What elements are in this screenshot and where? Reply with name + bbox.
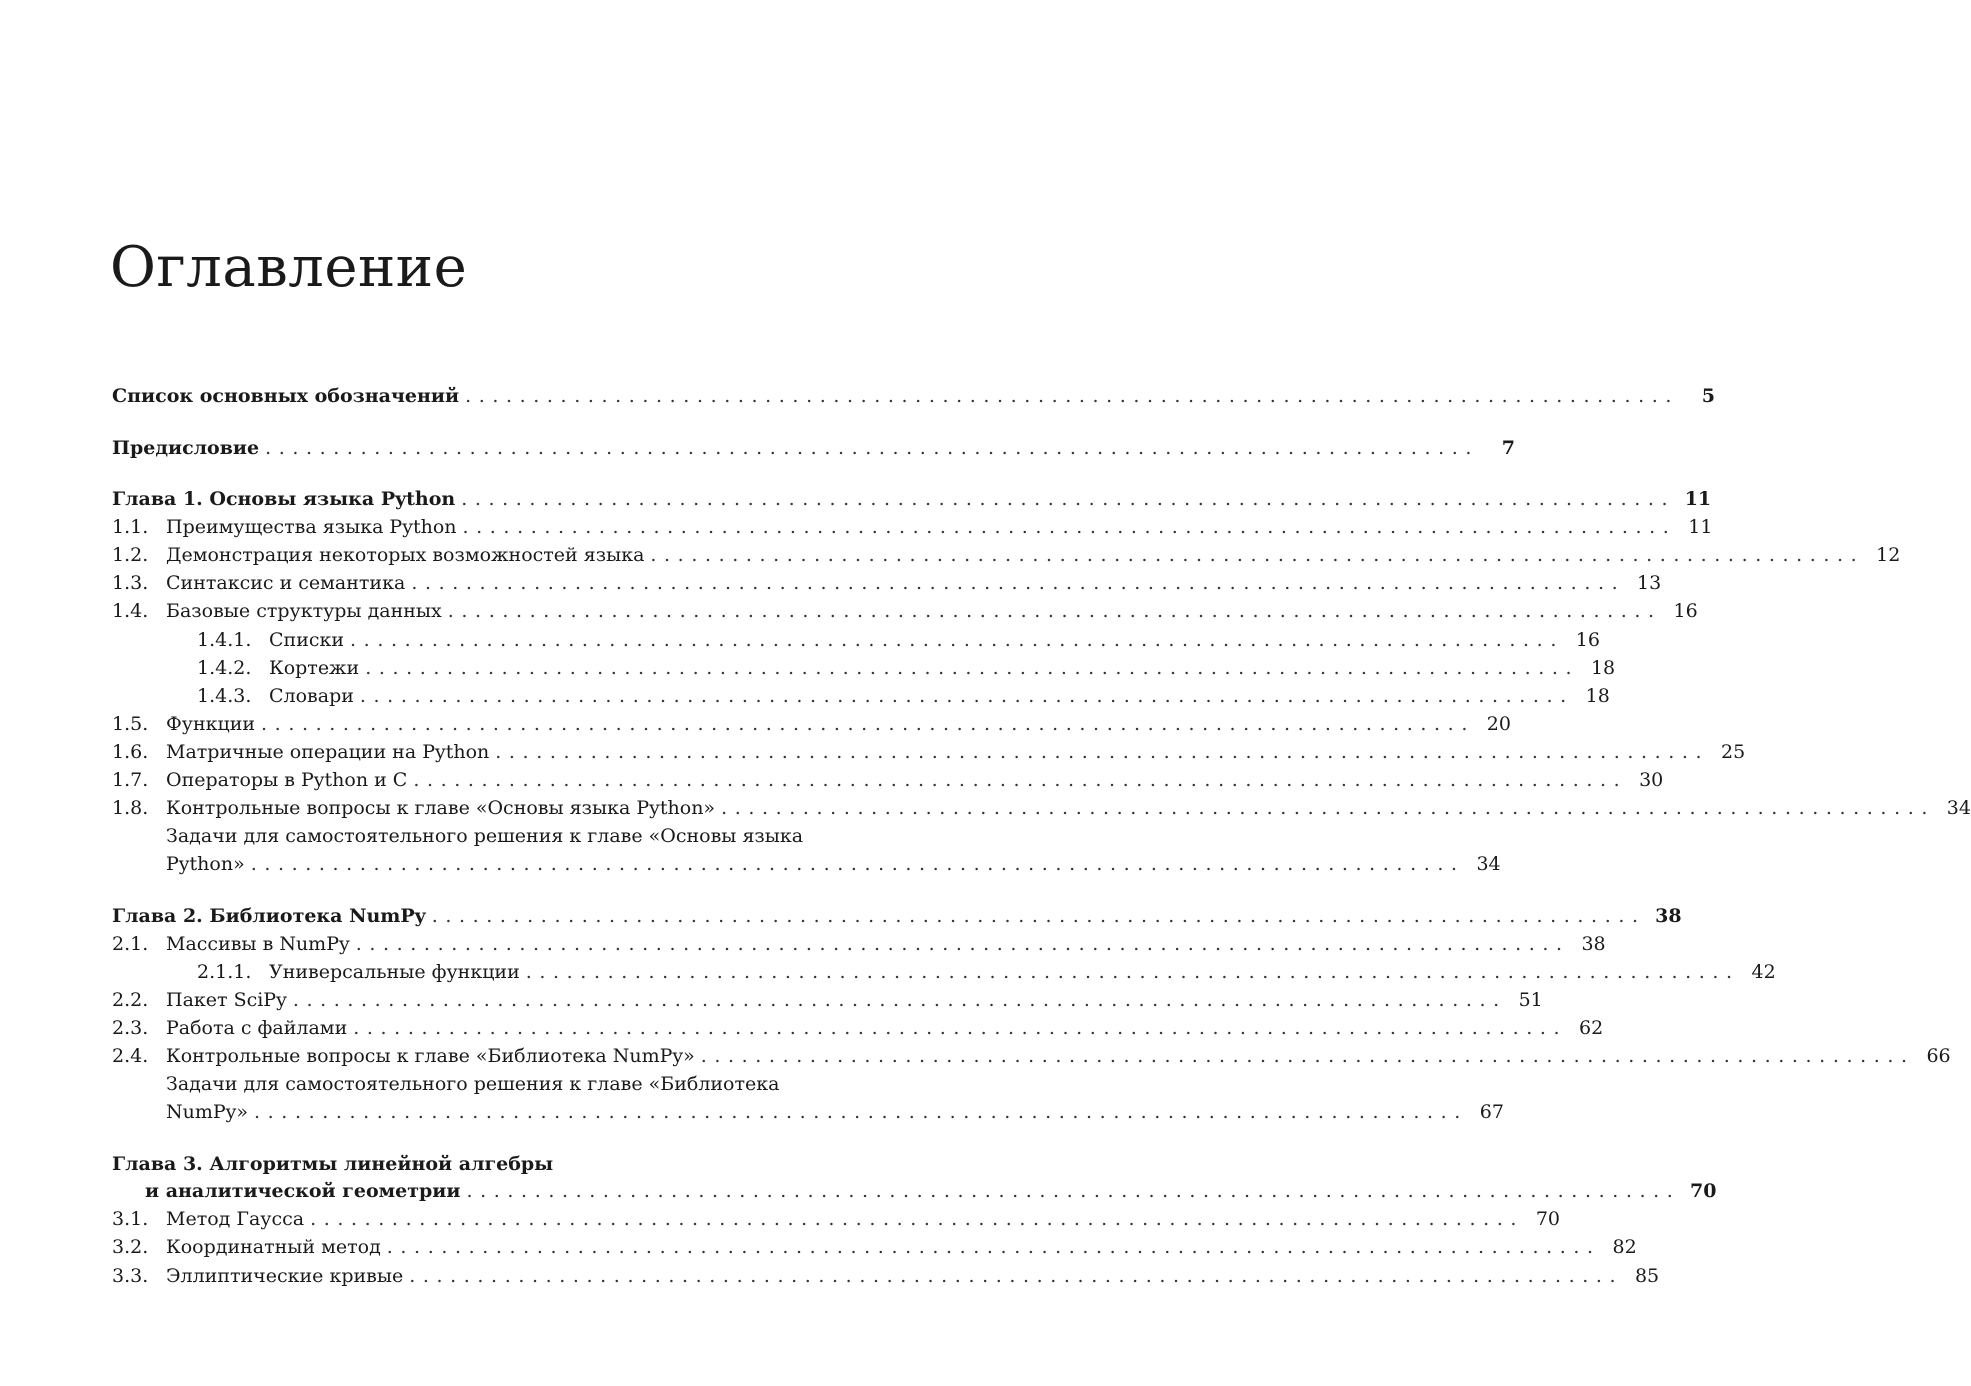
toc-section-2-4[interactable]: [112, 1042, 1951, 1070]
toc-entry-title: Python»: [166, 853, 245, 875]
toc-entry-title: Демонстрация некоторых возможностей языка: [166, 544, 645, 566]
toc-section-number: 1.1.: [112, 516, 149, 538]
toc-section-3-1[interactable]: [112, 1205, 1561, 1233]
dot-leader: .........................................................................................: [386, 1236, 1601, 1258]
toc-entry-title: Контрольные вопросы к главе «Библиотека NumPy»: [166, 1045, 695, 1067]
dot-leader: .........................................................................................: [250, 853, 1465, 875]
dot-leader: .........................................................................................: [465, 385, 1679, 407]
toc-section-3-3[interactable]: [112, 1262, 1660, 1290]
toc-subsection-1-4-3[interactable]: [112, 682, 1610, 710]
toc-section-1-8[interactable]: [112, 794, 1971, 822]
dot-leader: .........................................................................................: [254, 1101, 1468, 1123]
dot-leader: .........................................................................................: [462, 516, 1677, 538]
toc-page-number: 70: [1689, 1180, 1717, 1202]
toc-entry-title: Синтаксис и семантика: [166, 572, 406, 594]
toc-exercises-1-line-1[interactable]: [112, 822, 860, 850]
toc-page-number: 16: [1575, 629, 1600, 651]
toc-section-1-1[interactable]: [112, 513, 1713, 541]
dot-leader: .........................................................................................: [413, 769, 1628, 791]
toc-entry-title: Эллиптические кривые: [166, 1265, 404, 1287]
toc-section-2-3[interactable]: [112, 1014, 1604, 1042]
toc-entry-title: NumPy»: [166, 1101, 249, 1123]
dot-leader: .........................................................................................: [466, 1180, 1681, 1202]
toc-section-2-2[interactable]: [112, 986, 1543, 1014]
dot-leader: .........................................................................................: [359, 685, 1574, 707]
toc-entry-preface[interactable]: [112, 434, 1516, 462]
toc-page-number: 38: [1655, 905, 1682, 927]
toc-section-number: 3.2.: [112, 1236, 149, 1258]
page-title: Оглавление: [110, 235, 468, 300]
dot-leader: .........................................................................................: [650, 544, 1865, 566]
toc-section-3-2[interactable]: [112, 1233, 1637, 1261]
toc-page-number: 7: [1501, 437, 1516, 459]
toc-page-number: 18: [1585, 685, 1610, 707]
toc-entry-title: Преимущества языка Python: [166, 516, 457, 538]
toc-page-number: 34: [1476, 853, 1501, 875]
dot-leader: .........................................................................................: [261, 713, 1475, 735]
toc-entry-title: Словари: [269, 685, 354, 707]
toc-chapter-1[interactable]: [112, 485, 1712, 513]
toc-page-number: 11: [1688, 516, 1713, 538]
toc-entry-title: Кортежи: [269, 657, 360, 679]
dot-leader: .........................................................................................: [721, 797, 1935, 819]
toc-page-number: 20: [1486, 713, 1511, 735]
toc-section-1-5[interactable]: [112, 710, 1511, 738]
toc-section-number: 1.7.: [112, 769, 149, 791]
toc-entry-notation[interactable]: [112, 382, 1715, 410]
toc-entry-title: Контрольные вопросы к главе «Основы языка Python»: [166, 797, 716, 819]
toc-subsection-1-4-1[interactable]: [112, 626, 1600, 654]
toc-entry-title: Списки: [269, 629, 345, 651]
toc-section-1-6[interactable]: [112, 738, 1746, 766]
toc-page-number: 62: [1579, 1017, 1604, 1039]
toc-page-number: 66: [1926, 1045, 1951, 1067]
toc-entry-title: Матричные операции на Python: [166, 741, 490, 763]
toc-section-1-2[interactable]: [112, 541, 1901, 569]
toc-page-number: 30: [1639, 769, 1664, 791]
toc-section-number: 1.2.: [112, 544, 149, 566]
toc-entry-title: Пакет SciPy: [166, 989, 287, 1011]
toc-section-number: 1.4.2.: [197, 657, 252, 679]
toc-entry-title: и аналитической геометрии: [145, 1180, 461, 1202]
toc-page-number: 42: [1751, 961, 1776, 983]
toc-section-number: 2.3.: [112, 1017, 149, 1039]
toc-section-number: 2.1.1.: [197, 961, 252, 983]
toc-section-number: 1.6.: [112, 741, 149, 763]
toc-section-number: 1.8.: [112, 797, 149, 819]
toc-entry-title: Задачи для самостоятельного решения к главе «Библиотека: [166, 1073, 780, 1095]
toc-section-number: 1.5.: [112, 713, 149, 735]
toc-page-number: 16: [1673, 600, 1698, 622]
dot-leader: .........................................................................................: [310, 1208, 1525, 1230]
dot-leader: .........................................................................................: [411, 572, 1626, 594]
toc-entry-title: Глава 3. Алгоритмы линейной алгебры: [112, 1153, 554, 1175]
dot-leader: .........................................................................................: [700, 1045, 1915, 1067]
toc-entry-title: Работа с файлами: [166, 1017, 348, 1039]
toc-section-number: 1.4.1.: [197, 629, 252, 651]
toc-section-number: 1.4.3.: [197, 685, 252, 707]
dot-leader: .........................................................................................: [353, 1017, 1568, 1039]
toc-page-number: 51: [1518, 989, 1543, 1011]
dot-leader: .........................................................................................: [350, 629, 1564, 651]
toc-entry-title: Задачи для самостоятельного решения к главе «Основы языка: [166, 825, 804, 847]
toc-chapter-3-line-1[interactable]: [112, 1150, 860, 1178]
dot-leader: .........................................................................................: [447, 600, 1662, 622]
toc-entry-title: Базовые структуры данных: [166, 600, 442, 622]
dot-leader: .........................................................................................: [409, 1265, 1624, 1287]
toc-entry-title: Список основных обозначений: [112, 385, 460, 407]
toc-section-1-4[interactable]: [112, 597, 1698, 625]
toc-section-number: 2.2.: [112, 989, 149, 1011]
dot-leader: .........................................................................................: [292, 989, 1507, 1011]
toc-chapter-3-line-2[interactable]: [112, 1177, 1717, 1205]
toc-page-number: 38: [1581, 933, 1606, 955]
toc-entry-title: Массивы в NumPy: [166, 933, 350, 955]
toc-subsection-2-1-1[interactable]: [112, 958, 1776, 986]
dot-leader: .........................................................................................: [431, 905, 1646, 927]
toc-page-number: 11: [1684, 488, 1712, 510]
toc-entry-title: Предисловие: [112, 437, 260, 459]
toc-entry-title: Глава 2. Библиотека NumPy: [112, 905, 426, 927]
toc-page-number: 5: [1701, 385, 1715, 407]
toc-page-number: 13: [1637, 572, 1662, 594]
toc-section-number: 1.4.: [112, 600, 149, 622]
dot-leader: .........................................................................................: [265, 437, 1480, 459]
toc-page-number: 67: [1479, 1101, 1504, 1123]
toc-section-number: 2.4.: [112, 1045, 149, 1067]
toc-section-1-7[interactable]: [112, 766, 1664, 794]
toc-entry-title: Глава 1. Основы языка Python: [112, 488, 456, 510]
toc-entry-title: Операторы в Python и C: [166, 769, 408, 791]
toc-entry-title: Метод Гаусса: [166, 1208, 305, 1230]
toc-entry-title: Универсальные функции: [269, 961, 520, 983]
toc-exercises-1-line-2[interactable]: [112, 850, 1501, 878]
dot-leader: .........................................................................................: [355, 933, 1570, 955]
toc-entry-title: Координатный метод: [166, 1236, 381, 1258]
toc-chapter-2[interactable]: [112, 902, 1682, 930]
toc-subsection-1-4-2[interactable]: [112, 654, 1616, 682]
toc-section-1-3[interactable]: [112, 569, 1662, 597]
toc-page-number: 85: [1634, 1265, 1660, 1287]
dot-leader: .........................................................................................: [495, 741, 1710, 763]
toc-page-number: 82: [1612, 1236, 1637, 1258]
toc-section-number: 3.1.: [112, 1208, 149, 1230]
toc-exercises-2-line-2[interactable]: [112, 1098, 1504, 1126]
dot-leader: .........................................................................................: [461, 488, 1676, 510]
toc-section-number: 2.1.: [112, 933, 149, 955]
toc-section-number: 1.3.: [112, 572, 149, 594]
toc-entry-title: Функции: [166, 713, 256, 735]
toc-exercises-2-line-1[interactable]: [112, 1070, 860, 1098]
toc-section-number: 3.3.: [112, 1265, 149, 1287]
toc-page-number: 25: [1721, 741, 1746, 763]
toc-section-2-1[interactable]: [112, 930, 1606, 958]
dot-leader: .........................................................................................: [365, 657, 1580, 679]
toc-page-number: 12: [1876, 544, 1901, 566]
toc-page-number: 34: [1946, 797, 1971, 819]
toc-page-number: 70: [1535, 1208, 1561, 1230]
toc-page-number: 18: [1590, 657, 1616, 679]
dot-leader: .........................................................................................: [525, 961, 1740, 983]
